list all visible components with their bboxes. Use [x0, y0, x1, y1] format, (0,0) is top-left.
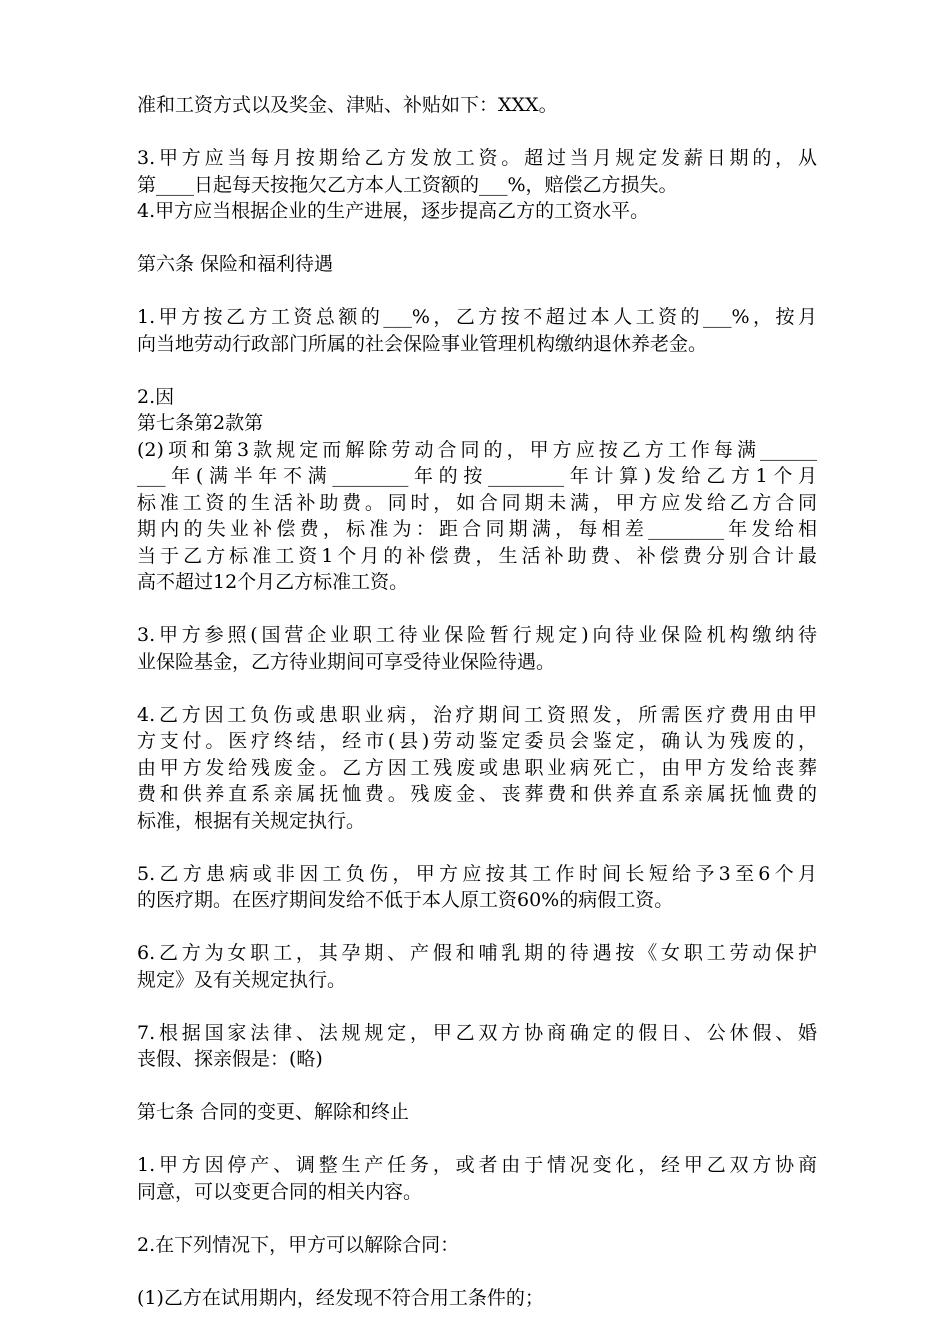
paragraph [137, 1152, 817, 1205]
text-line: 业保险基金，乙方待业期间可享受待业保险待遇。 [137, 650, 556, 673]
text-line: 第七条第2款第 [137, 412, 264, 434]
text-line: 7.根据国家法律、法规规定，甲乙双方协商确定的假日、公休假、婚 [137, 1021, 817, 1044]
text-line: 向当地劳动行政部门所属的社会保险事业管理机构缴纳退休养老金。 [137, 332, 708, 355]
text-line: 丧假、探亲假是：(略) [137, 1048, 323, 1070]
text-line: 3.甲方应当每月按期给乙方发放工资。超过当月规定发薪日期的，从 [137, 147, 817, 169]
text-line: 2.在下列情况下，甲方可以解除合同： [137, 1233, 460, 1256]
text-line: 当于乙方标准工资1个月的补偿费，生活补助费、补偿费分别合计最 [137, 544, 817, 567]
paragraph [137, 1020, 817, 1073]
text-line: 3.甲方参照(国营企业职工待业保险暂行规定)向待业保险机构缴纳待 [137, 624, 817, 646]
paragraph-gap [137, 834, 817, 861]
text-line: 的医疗期。在医疗期间发给不低于本人原工资60%的病假工资。 [137, 889, 674, 911]
paragraph [137, 1099, 817, 1126]
paragraph-gap [137, 119, 817, 146]
paragraph [137, 304, 817, 357]
text-line: 第____日起每天按拖欠乙方本人工资额的___%，赔偿乙方损失。 [137, 173, 678, 196]
document-body [137, 92, 817, 1311]
paragraph [137, 384, 817, 596]
text-line: 4.乙方因工负伤或患职业病，治疗期间工资照发，所需医疗费用由甲 [137, 703, 817, 726]
text-line: 5.乙方患病或非因工负伤，甲方应按其工作时间长短给予3至6个月 [137, 862, 817, 885]
text-line: 1.甲方因停产、调整生产任务，或者由于情况变化，经甲乙双方协商 [137, 1154, 817, 1176]
text-line: (1)乙方在试用期内，经发现不符合用工条件的； [137, 1286, 544, 1309]
text-line: 准和工资方式以及奖金、津贴、补贴如下：XXX。 [137, 94, 558, 116]
text-line: 6.乙方为女职工，其孕期、产假和哺乳期的待遇按《女职工劳动保护 [137, 942, 817, 964]
paragraph [137, 251, 817, 278]
paragraph [137, 1232, 817, 1259]
text-line: 4.甲方应当根据企业的生产进展，逐步提高乙方的工资水平。 [137, 200, 650, 222]
paragraph-gap [137, 675, 817, 702]
paragraph-gap [137, 1126, 817, 1153]
paragraph [137, 92, 817, 119]
paragraph-gap [137, 278, 817, 305]
text-line: 1.甲方按乙方工资总额的___%，乙方按不超过本人工资的___%，按月 [137, 306, 817, 328]
text-line: 由甲方发给残废金。乙方因工残废或患职业病死亡，由甲方发给丧葬 [137, 756, 817, 779]
text-line: 规定》及有关规定执行。 [137, 968, 347, 991]
text-line: 高不超过12个月乙方标准工资。 [137, 571, 409, 593]
text-line: 标准工资的生活补助费。同时，如合同期未满，甲方应发给乙方合同 [137, 491, 817, 514]
paragraph-gap [137, 1205, 817, 1232]
text-line: (2)项和第3款规定而解除劳动合同的，甲方应按乙方工作每满______ [137, 438, 817, 461]
text-line: 第七条 合同的变更、解除和终止 [137, 1101, 410, 1123]
text-line: 期内的失业补偿费，标准为：距合同期满，每相差________年发给相 [137, 518, 817, 540]
text-line: 2.因 [137, 385, 175, 408]
paragraph-gap [137, 914, 817, 941]
paragraph-gap [137, 1073, 817, 1100]
paragraph [137, 198, 817, 225]
text-line: 同意，可以变更合同的相关内容。 [137, 1180, 423, 1203]
paragraph [137, 861, 817, 914]
paragraph-gap [137, 357, 817, 384]
paragraph [137, 622, 817, 675]
text-line: 方支付。医疗终结，经市(县)劳动鉴定委员会鉴定，确认为残废的， [137, 730, 817, 752]
paragraph-gap [137, 993, 817, 1020]
paragraph [137, 702, 817, 835]
paragraph [137, 940, 817, 993]
paragraph [137, 145, 817, 198]
text-line: 标准，根据有关规定执行。 [137, 809, 366, 832]
text-line: 费和供养直系亲属抚恤费。残废金、丧葬费和供养直系亲属抚恤费的 [137, 783, 817, 805]
paragraph-gap [137, 1258, 817, 1285]
text-line: 第六条 保险和福利待遇 [137, 253, 334, 275]
text-line: ___年(满半年不满________年的按________年计算)发给乙方1个月 [137, 465, 817, 487]
paragraph [137, 1285, 817, 1312]
paragraph-gap [137, 596, 817, 623]
paragraph-gap [137, 225, 817, 252]
